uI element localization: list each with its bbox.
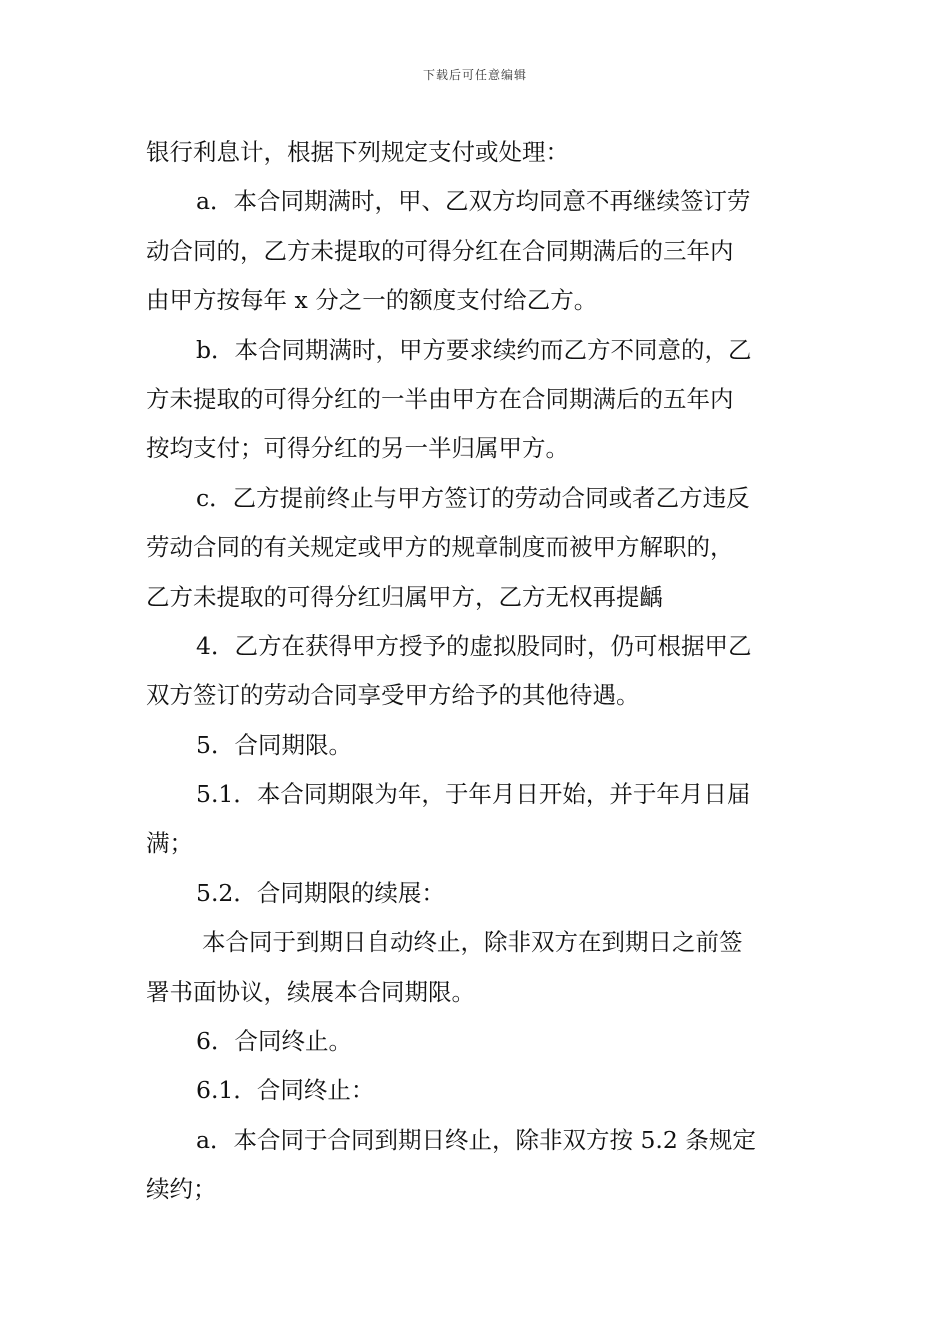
text-line: 银行利息计，根据下列规定支付或处理： [146, 138, 569, 166]
text-line: 4．乙方在获得甲方授予的虚拟股同时，仍可根据甲乙 [196, 631, 752, 660]
text-line: 双方签订的劳动合同享受甲方给予的其他待遇。 [146, 681, 640, 710]
text-line: 乙方未提取的可得分红归属甲方，乙方无权再提齲 [146, 582, 663, 611]
document-body [146, 128, 810, 1215]
text-line: 由甲方按每年 x 分之一的额度支付给乙方。 [146, 286, 598, 315]
text-line: 6.1．合同终止： [196, 1076, 375, 1105]
text-line: 本合同于到期日自动终止，除非双方在到期日之前签 [202, 928, 743, 957]
text-line: 续约； [146, 1175, 217, 1204]
text-line: 动合同的，乙方未提取的可得分红在合同期满后的三年内 [146, 236, 734, 265]
text-line: b．本合同期满时，甲方要求续约而乙方不同意的，乙 [196, 335, 752, 364]
text-line: 6．合同终止。 [196, 1027, 352, 1056]
text-line: a．本合同期满时，甲、乙双方均同意不再继续签订劳 [196, 187, 751, 216]
page-header: 下载后可任意编辑 [422, 68, 527, 82]
text-line: 按均支付；可得分红的另一半归属甲方。 [146, 434, 569, 463]
text-line: 劳动合同的有关规定或甲方的规章制度而被甲方解职的， [146, 533, 734, 562]
text-line: a．本合同于合同到期日终止，除非双方按 5.2 条规定 [196, 1125, 756, 1154]
text-line: 5．合同期限。 [196, 730, 352, 759]
text-line: 署书面协议，续展本合同期限。 [146, 977, 475, 1006]
text-line: c．乙方提前终止与甲方签订的劳动合同或者乙方违反 [196, 483, 750, 512]
text-line: 5.1．本合同期限为年，于年月日开始，并于年月日届 [196, 780, 751, 809]
text-line: 5.2．合同期限的续展： [196, 878, 445, 907]
text-line: 满； [146, 829, 193, 858]
text-line: 方未提取的可得分红的一半由甲方在合同期满后的五年内 [146, 384, 734, 413]
